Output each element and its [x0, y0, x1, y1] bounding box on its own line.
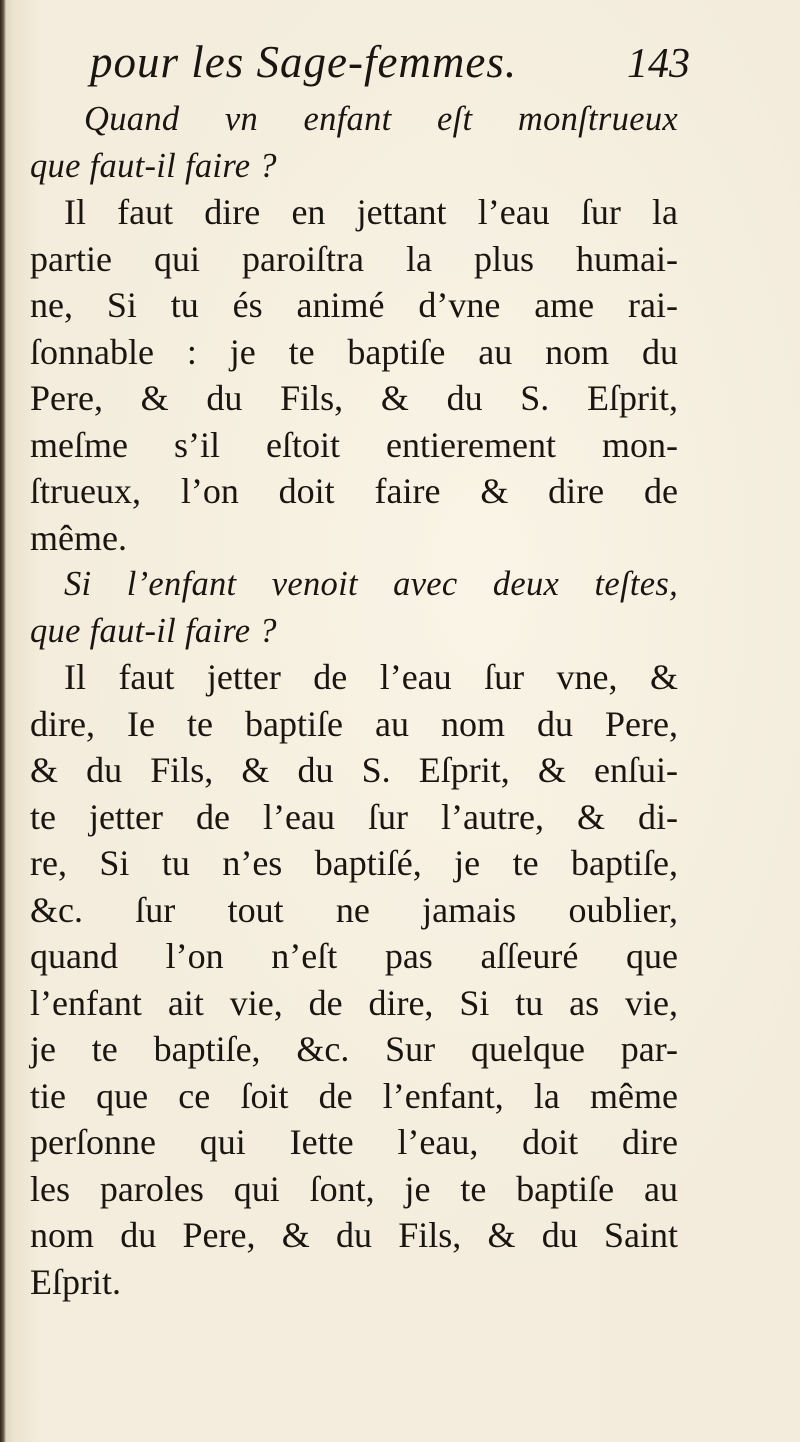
text-line: ne, Si tu és animé d’vne ame rai-: [30, 285, 678, 325]
text-line: Eſprit.: [30, 1261, 121, 1302]
text-line: que faut-il faire ?: [30, 611, 277, 650]
text-line: Quand vn enfant eſt monſtrueux: [84, 100, 678, 138]
text-line: que faut-il faire ?: [30, 146, 277, 185]
text-line: quand l’on n’eſt pas aſſeuré que: [30, 936, 678, 976]
text-line: meſme s’il eſtoit entierement mon-: [30, 424, 678, 465]
running-head: pour les Sage-femmes.: [90, 37, 518, 87]
text-line: &c. ſur tout ne jamais oublier,: [30, 889, 678, 930]
page-header: [90, 18, 690, 88]
question-paragraph: [30, 96, 678, 189]
text-line: même.: [30, 517, 127, 558]
page-number: 143: [627, 41, 690, 87]
text-line: re, Si tu n’es baptiſé, je te baptiſe,: [30, 843, 678, 883]
text-line: tie que ce ſoit de l’enfant, la même: [30, 1075, 678, 1116]
text-line: nom du Pere, & du Fils, & du Saint: [30, 1215, 678, 1255]
question-paragraph: [30, 561, 678, 654]
text-line: & du Fils, & du S. Eſprit, & enſui-: [30, 750, 678, 790]
text-line: Il faut jetter de l’eau ſur vne, &: [64, 657, 678, 697]
text-line: ſtrueux, l’on doit faire & dire de: [30, 471, 678, 511]
text-line: je te baptiſe, &c. Sur quelque par-: [30, 1029, 678, 1069]
text-line: Il faut dire en jettant l’eau ſur la: [64, 192, 678, 232]
text-line: ſonnable : je te baptiſe au nom du: [30, 331, 678, 372]
text-line: Si l’enfant venoit avec deux teſtes,: [64, 565, 678, 603]
text-line: dire, Ie te baptiſe au nom du Pere,: [30, 703, 678, 744]
text-line: les paroles qui ſont, je te baptiſe au: [30, 1168, 678, 1209]
answer-paragraph: [30, 189, 678, 561]
text-line: te jetter de l’eau ſur l’autre, & di-: [30, 796, 678, 837]
answer-paragraph: [30, 654, 678, 1305]
text-line: partie qui paroiſtra la plus humai-: [30, 238, 678, 279]
text-line: Pere, & du Fils, & du S. Eſprit,: [30, 378, 678, 418]
text-line: perſonne qui Iette l’eau, doit dire: [30, 1122, 678, 1162]
body-text: [30, 96, 678, 1305]
text-line: l’enfant ait vie, de dire, Si tu as vie,: [30, 982, 678, 1023]
binding-gutter: [0, 0, 6, 1442]
